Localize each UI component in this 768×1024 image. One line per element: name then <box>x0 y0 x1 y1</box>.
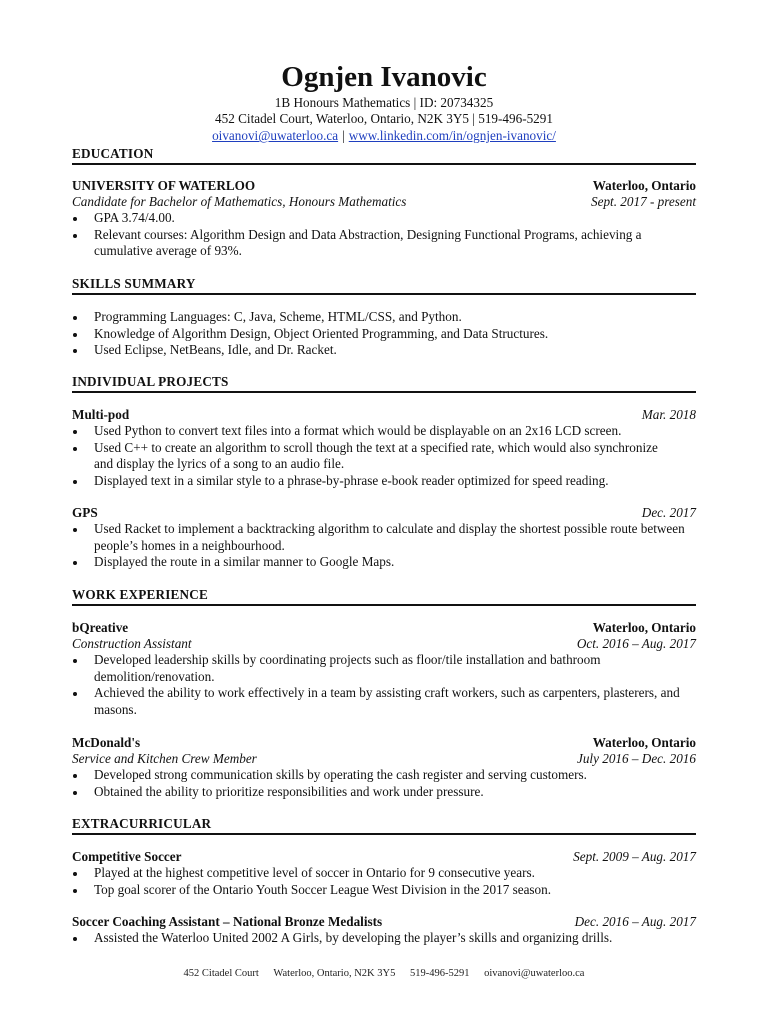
project-name: GPS <box>72 505 98 520</box>
project-date: Mar. 2018 <box>641 407 696 422</box>
project-date: Dec. 2017 <box>641 505 696 520</box>
skills-rule <box>72 293 696 295</box>
list-item: Used C++ to create an algorithm to scroll though the text at a specified rate, which would also synchronize and display the lyrics of a song to an audio file. <box>72 440 696 473</box>
activity-bullets <box>72 930 696 947</box>
job-header-row <box>72 620 696 637</box>
job-dates: Oct. 2016 – Aug. 2017 <box>576 636 696 651</box>
list-item: Relevant courses: Algorithm Design and Data Abstraction, Designing Functional Programs, achieving a cumulative average of 93%. <box>72 227 696 260</box>
list-item: Displayed the route in a similar manner to Google Maps. <box>72 554 696 571</box>
list-item: Used Eclipse, NetBeans, Idle, and Dr. Racket. <box>72 342 696 359</box>
education-heading: EDUCATION <box>72 146 154 161</box>
list-item: Achieved the ability to work effectively in a team by assisting craft workers, such as carpenters, plasterers, and masons. <box>72 685 696 718</box>
email-link[interactable]: oivanovi@uwaterloo.ca <box>212 128 339 143</box>
project-name: Multi-pod <box>72 407 130 422</box>
employer-location: Waterloo, Ontario <box>592 620 696 635</box>
program-and-id: 1B Honours Mathematics | ID: 20734325 <box>274 95 494 110</box>
list-item: Developed leadership skills by coordinating projects such as floor/tile installation and bathroom demolition/renovation. <box>72 652 696 685</box>
list-item: GPA 3.74/4.00. <box>72 210 696 227</box>
project-header-row <box>72 505 696 522</box>
list-item: Obtained the ability to prioritize responsibilities and work under pressure. <box>72 784 696 801</box>
school-name: UNIVERSITY OF WATERLOO <box>72 178 256 193</box>
degree-dates: Sept. 2017 - present <box>591 194 696 209</box>
project-header-row <box>72 407 696 424</box>
list-item: Top goal scorer of the Ontario Youth Soccer League West Division in the 2017 season. <box>72 882 696 899</box>
list-item: Assisted the Waterloo United 2002 A Girls, by developing the player’s skills and organizing drills. <box>72 930 696 947</box>
linkedin-link[interactable]: www.linkedin.com/in/ognjen-ivanovic/ <box>348 128 556 143</box>
contact-links <box>72 128 696 145</box>
list-item: Programming Languages: C, Java, Scheme, HTML/CSS, and Python. <box>72 309 696 326</box>
work-heading: WORK EXPERIENCE <box>72 587 208 602</box>
extracurricular-heading: EXTRACURRICULAR <box>72 816 212 831</box>
footer-address: 452 Citadel Court <box>183 968 259 979</box>
skills-heading: SKILLS SUMMARY <box>72 276 196 291</box>
footer-city: Waterloo, Ontario, N2K 3Y5 <box>273 968 396 979</box>
education-bullets <box>72 210 696 260</box>
work-rule <box>72 604 696 606</box>
list-item: Developed strong communication skills by operating the cash register and serving customers. <box>72 767 696 784</box>
job-dates: July 2016 – Dec. 2016 <box>576 751 696 766</box>
project-bullets <box>72 521 696 571</box>
activity-bullets <box>72 865 696 898</box>
degree-row <box>72 194 696 211</box>
job-role: Service and Kitchen Crew Member <box>72 751 257 766</box>
job-role: Construction Assistant <box>72 636 192 651</box>
projects-heading: INDIVIDUAL PROJECTS <box>72 374 229 389</box>
list-item: Played at the highest competitive level of soccer in Ontario for 9 consecutive years. <box>72 865 696 882</box>
page-footer <box>72 966 696 983</box>
job-role-row <box>72 636 696 653</box>
footer-email: oivanovi@uwaterloo.ca <box>484 968 585 979</box>
candidate-name: Ognjen Ivanovic <box>281 61 487 93</box>
list-item: Used Racket to implement a backtracking algorithm to calculate and display the shortest possible route between people’s homes in a neighbourhood. <box>72 521 696 554</box>
school-location: Waterloo, Ontario <box>592 178 696 193</box>
employer-name: McDonald's <box>72 735 141 750</box>
projects-rule <box>72 391 696 393</box>
activity-name: Competitive Soccer <box>72 849 182 864</box>
employer-location: Waterloo, Ontario <box>592 735 696 750</box>
education-rule <box>72 163 696 165</box>
project-bullets <box>72 423 696 489</box>
footer-phone: 519-496-5291 <box>409 968 470 979</box>
extracurricular-rule <box>72 833 696 835</box>
address-and-phone: 452 Citadel Court, Waterloo, Ontario, N2K 3Y5 | 519-496-5291 <box>215 111 553 126</box>
activity-header-row <box>72 914 696 931</box>
employer-name: bQreative <box>72 620 129 635</box>
job-bullets <box>72 652 696 718</box>
job-role-row <box>72 751 696 768</box>
list-item: Knowledge of Algorithm Design, Object Oriented Programming, and Data Structures. <box>72 326 696 343</box>
job-header-row <box>72 735 696 752</box>
job-bullets <box>72 767 696 800</box>
activity-name: Soccer Coaching Assistant – National Bronze Medalists <box>72 914 383 929</box>
list-item: Displayed text in a similar style to a phrase-by-phrase e-book reader optimized for speed reading. <box>72 473 696 490</box>
activity-dates: Dec. 2016 – Aug. 2017 <box>574 914 696 929</box>
degree-name: Candidate for Bachelor of Mathematics, Honours Mathematics <box>72 194 407 209</box>
activity-header-row <box>72 849 696 866</box>
link-separator: | <box>342 128 345 143</box>
education-header-row <box>72 178 696 195</box>
activity-dates: Sept. 2009 – Aug. 2017 <box>573 849 696 864</box>
list-item: Used Python to convert text files into a format which would be displayable on an 2x16 LCD screen. <box>72 423 696 440</box>
skills-bullets <box>72 309 696 359</box>
